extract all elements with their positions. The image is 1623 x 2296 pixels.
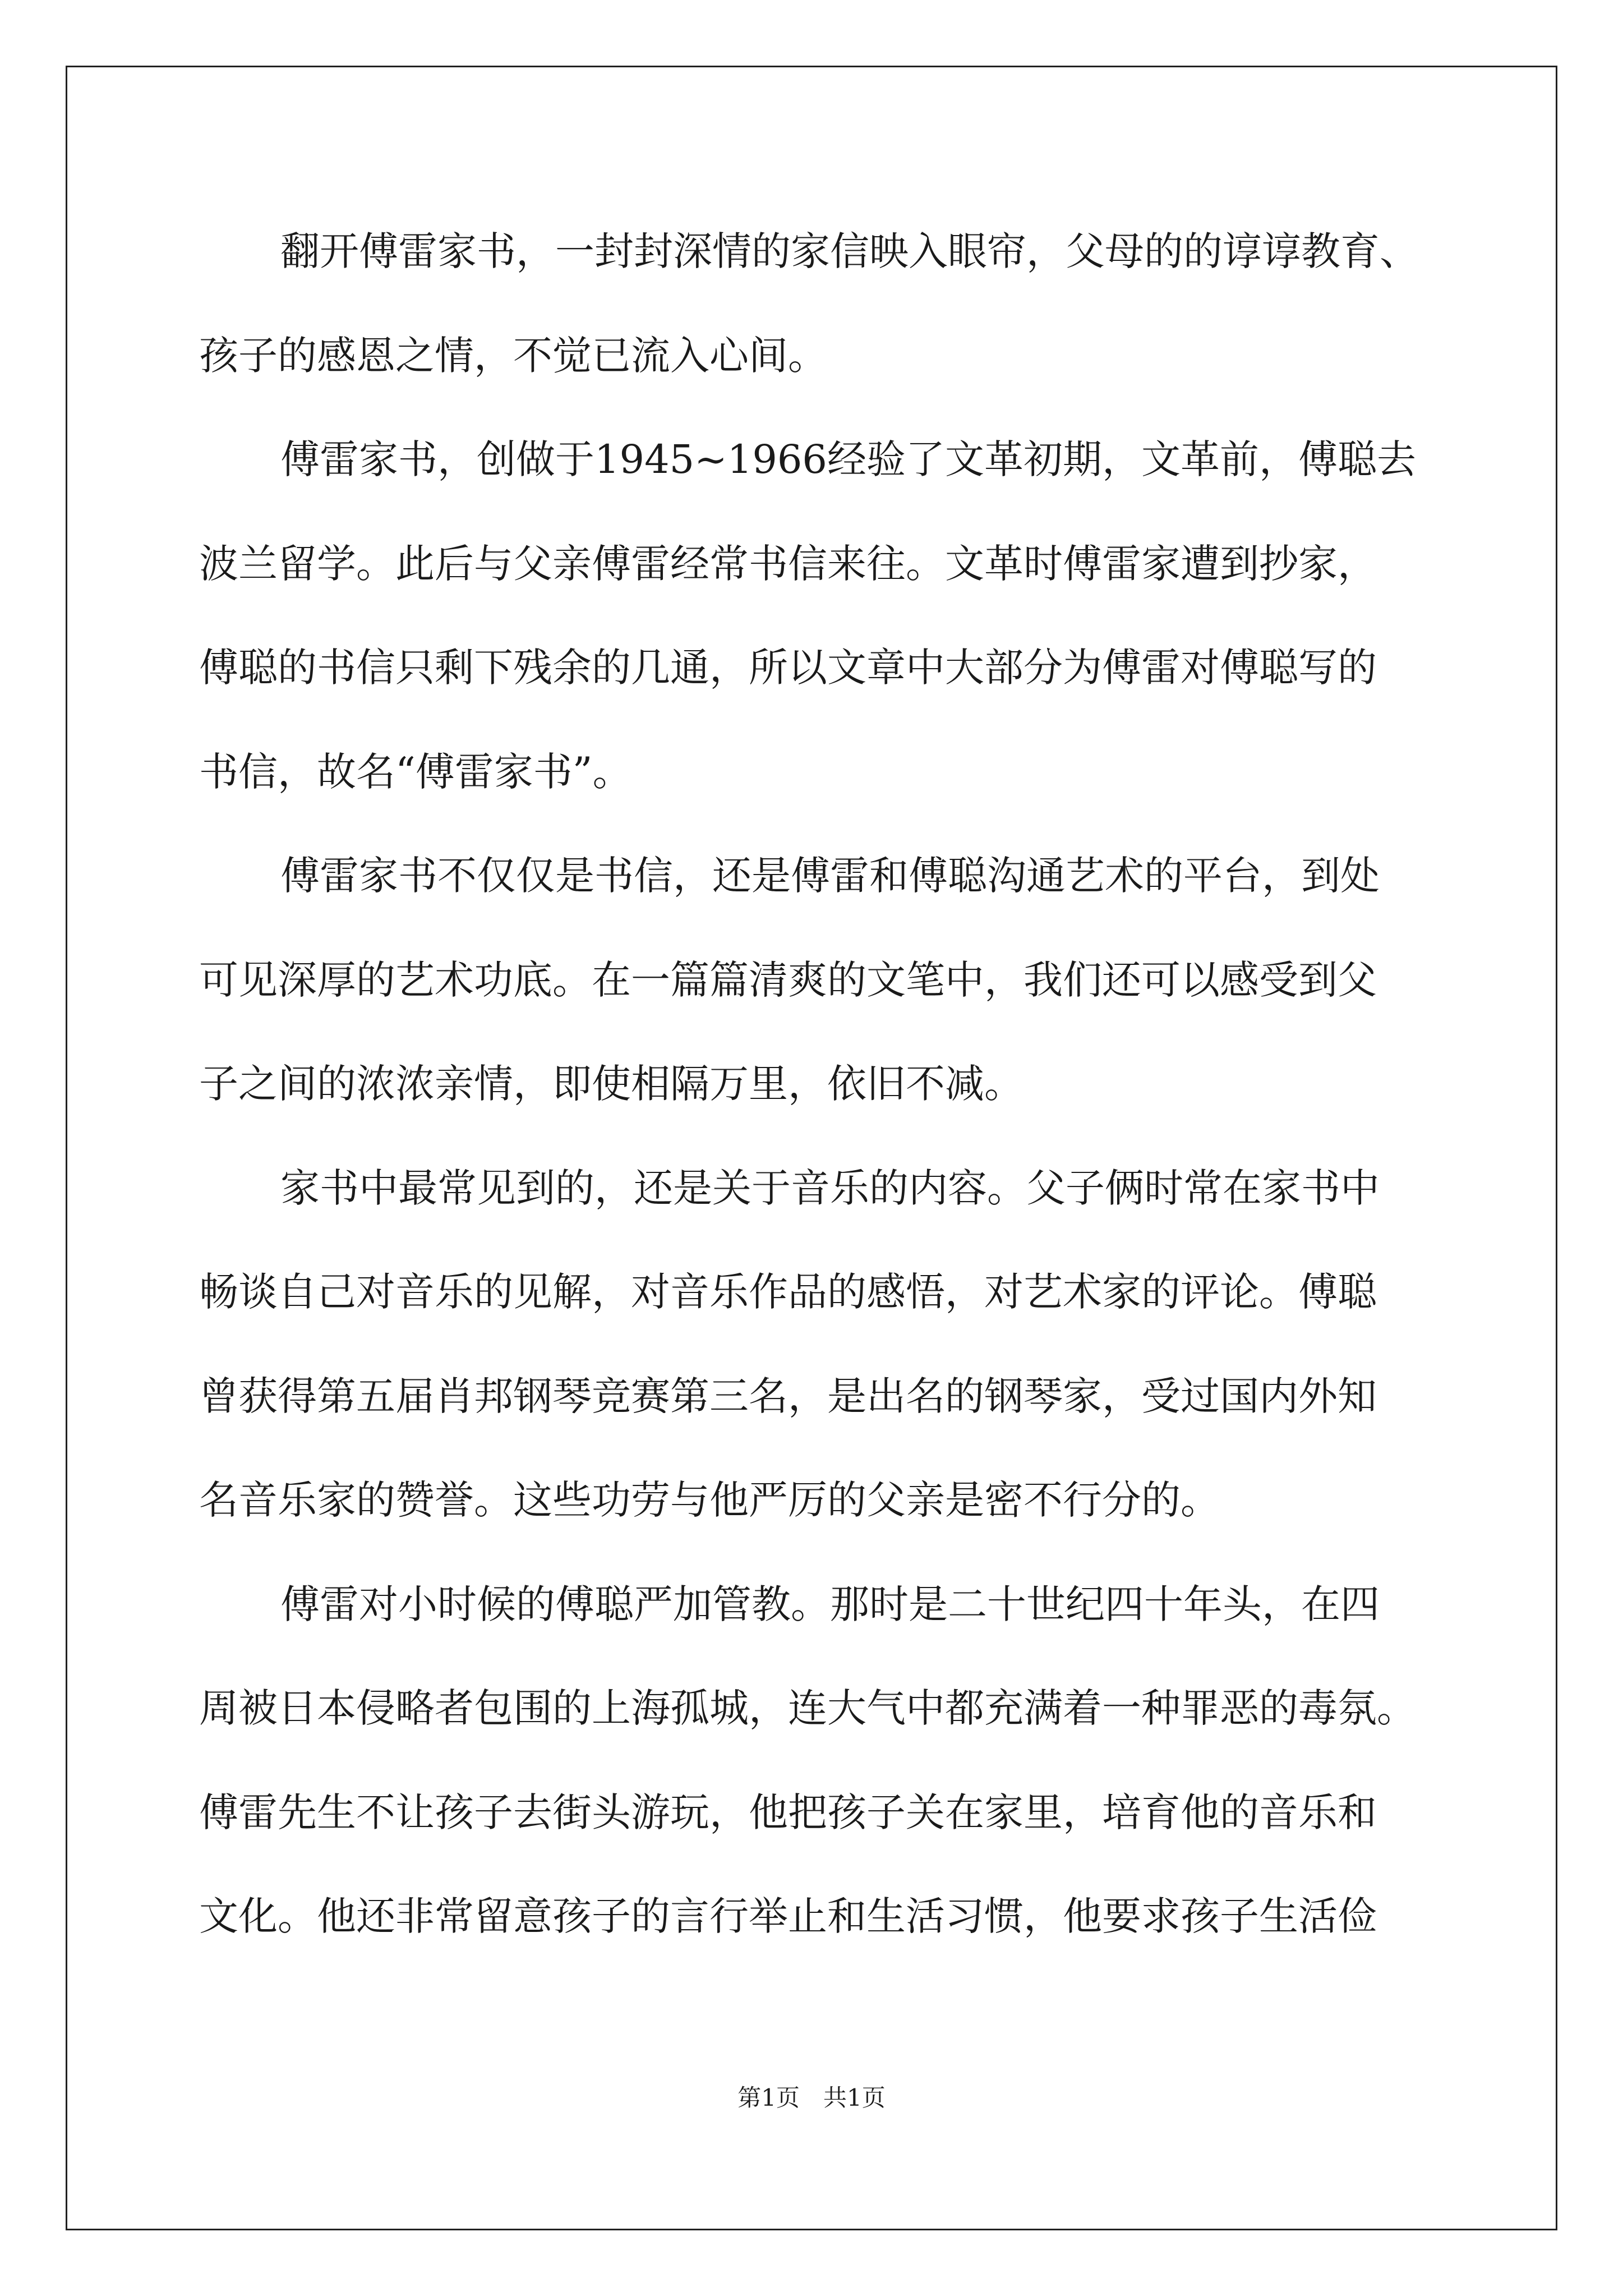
paragraph-5-line-4: 文化。他还非常留意孩子的言行举止和生活习惯，他要求孩子生活俭 bbox=[199, 1893, 1377, 1939]
document-body bbox=[199, 218, 1427, 1987]
page-number-footer: 第1页 共1页 bbox=[737, 2084, 886, 2111]
paragraph-4-line-4: 名音乐家的赞誉。这些功劳与他严厉的父亲是密不行分的。 bbox=[199, 1477, 1220, 1523]
paragraph-1-line-2: 孩子的感恩之情，不觉已流入心间。 bbox=[199, 332, 827, 379]
paragraph-5-line-3: 傅雷先生不让孩子去街头游玩，他把孩子关在家里，培育他的音乐和 bbox=[199, 1789, 1377, 1835]
paragraph-2-line-1: 傅雷家书，创做于1945~1966经验了文革初期，文革前，傅聪去 bbox=[280, 436, 1416, 482]
paragraph-3-line-2: 可见深厚的艺术功底。在一篇篇清爽的文笔中，我们还可以感受到父 bbox=[199, 956, 1377, 1003]
paragraph-3-line-1: 傅雷家书不仅仅是书信，还是傅雷和傅聪沟通艺术的平台，到处 bbox=[280, 853, 1380, 899]
paragraph-2-line-4: 书信，故名“傅雷家书”。 bbox=[199, 748, 632, 795]
paragraph-5-line-1: 傅雷对小时候的傅聪严加管教。那时是二十世纪四十年头，在四 bbox=[280, 1581, 1380, 1627]
paragraph-1-line-1: 翻开傅雷家书，一封封深情的家信映入眼帘，父母的的谆谆教育、 bbox=[280, 228, 1419, 274]
paragraph-5-line-2: 周被日本侵略者包围的上海孤城，连大气中都充满着一种罪恶的毒氛。 bbox=[199, 1685, 1416, 1731]
paragraph-4-line-2: 畅谈自己对音乐的见解，对音乐作品的感悟，对艺术家的评论。傅聪 bbox=[199, 1269, 1377, 1315]
paragraph-4-line-1: 家书中最常见到的，还是关于音乐的内容。父子俩时常在家书中 bbox=[280, 1165, 1380, 1211]
paragraph-3-line-3: 子之间的浓浓亲情，即使相隔万里，依旧不减。 bbox=[199, 1061, 1023, 1107]
paragraph-4-line-3: 曾获得第五届肖邦钢琴竞赛第三名，是出名的钢琴家，受过国内外知 bbox=[199, 1373, 1377, 1419]
paragraph-2-line-2: 波兰留学。此后与父亲傅雷经常书信来往。文革时傅雷家遭到抄家， bbox=[199, 540, 1377, 587]
paragraph-2-line-3: 傅聪的书信只剩下残余的几通，所以文章中大部分为傅雷对傅聪写的 bbox=[199, 645, 1377, 691]
